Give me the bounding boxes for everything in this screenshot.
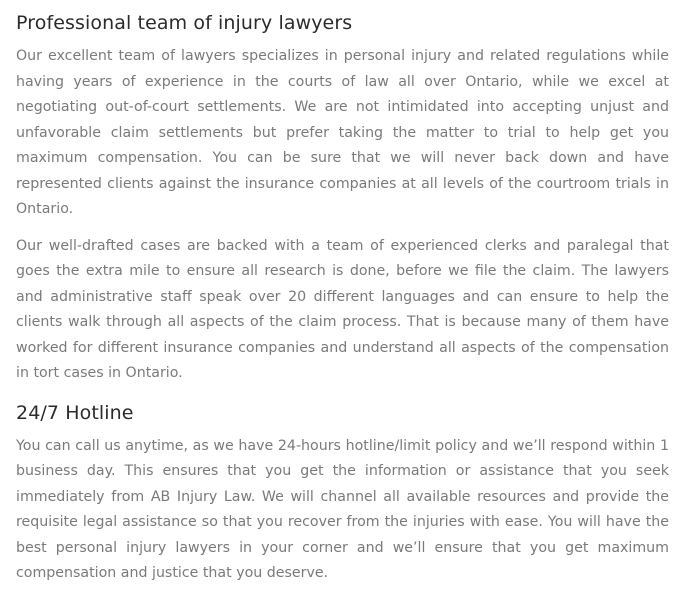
article-content	[16, 8, 669, 598]
section-hotline	[16, 398, 669, 587]
section-paragraph: Our excellent team of lawyers specializes in personal injury and related regulations while having years of experience in the courts of law all over Ontario, while we excel at negotiating out-of-court settlements. We are not intimidated into accepting unjust and unfavorable claim settlements but prefer taking the matter to trial to help get you maximum compensation. You can be sure that we will never back down and have represented clients against the insurance companies at all levels of the courtroom trials in Ontario.	[16, 48, 669, 217]
section-heading: 24/7 Hotline	[16, 401, 134, 424]
section-paragraph: You can call us anytime, as we have 24-hours hotline/limit policy and we’ll respond within 1 business day. This ensures that you get the information or assistance that you seek immediately from AB Injury Law. We will channel all available resources and provide the requisite legal assistance so that you recover from the injuries with ease. You will have the best personal injury lawyers in your corner and we’ll ensure that you get maximum compensation and justice that you deserve.	[16, 437, 669, 581]
section-paragraph: Our well-drafted cases are backed with a team of experienced clerks and paralegal that goes the extra mile to ensure all research is done, before we file the claim. The lawyers and administrative staff speak over 20 different languages and can ensure to help the clients walk through all aspects of the claim process. That is because many of them have worked for different insurance companies and understand all aspects of the compensation in tort cases in Ontario.	[16, 237, 669, 381]
section-injury-lawyers	[16, 8, 669, 387]
section-heading: Professional team of injury lawyers	[16, 12, 353, 34]
